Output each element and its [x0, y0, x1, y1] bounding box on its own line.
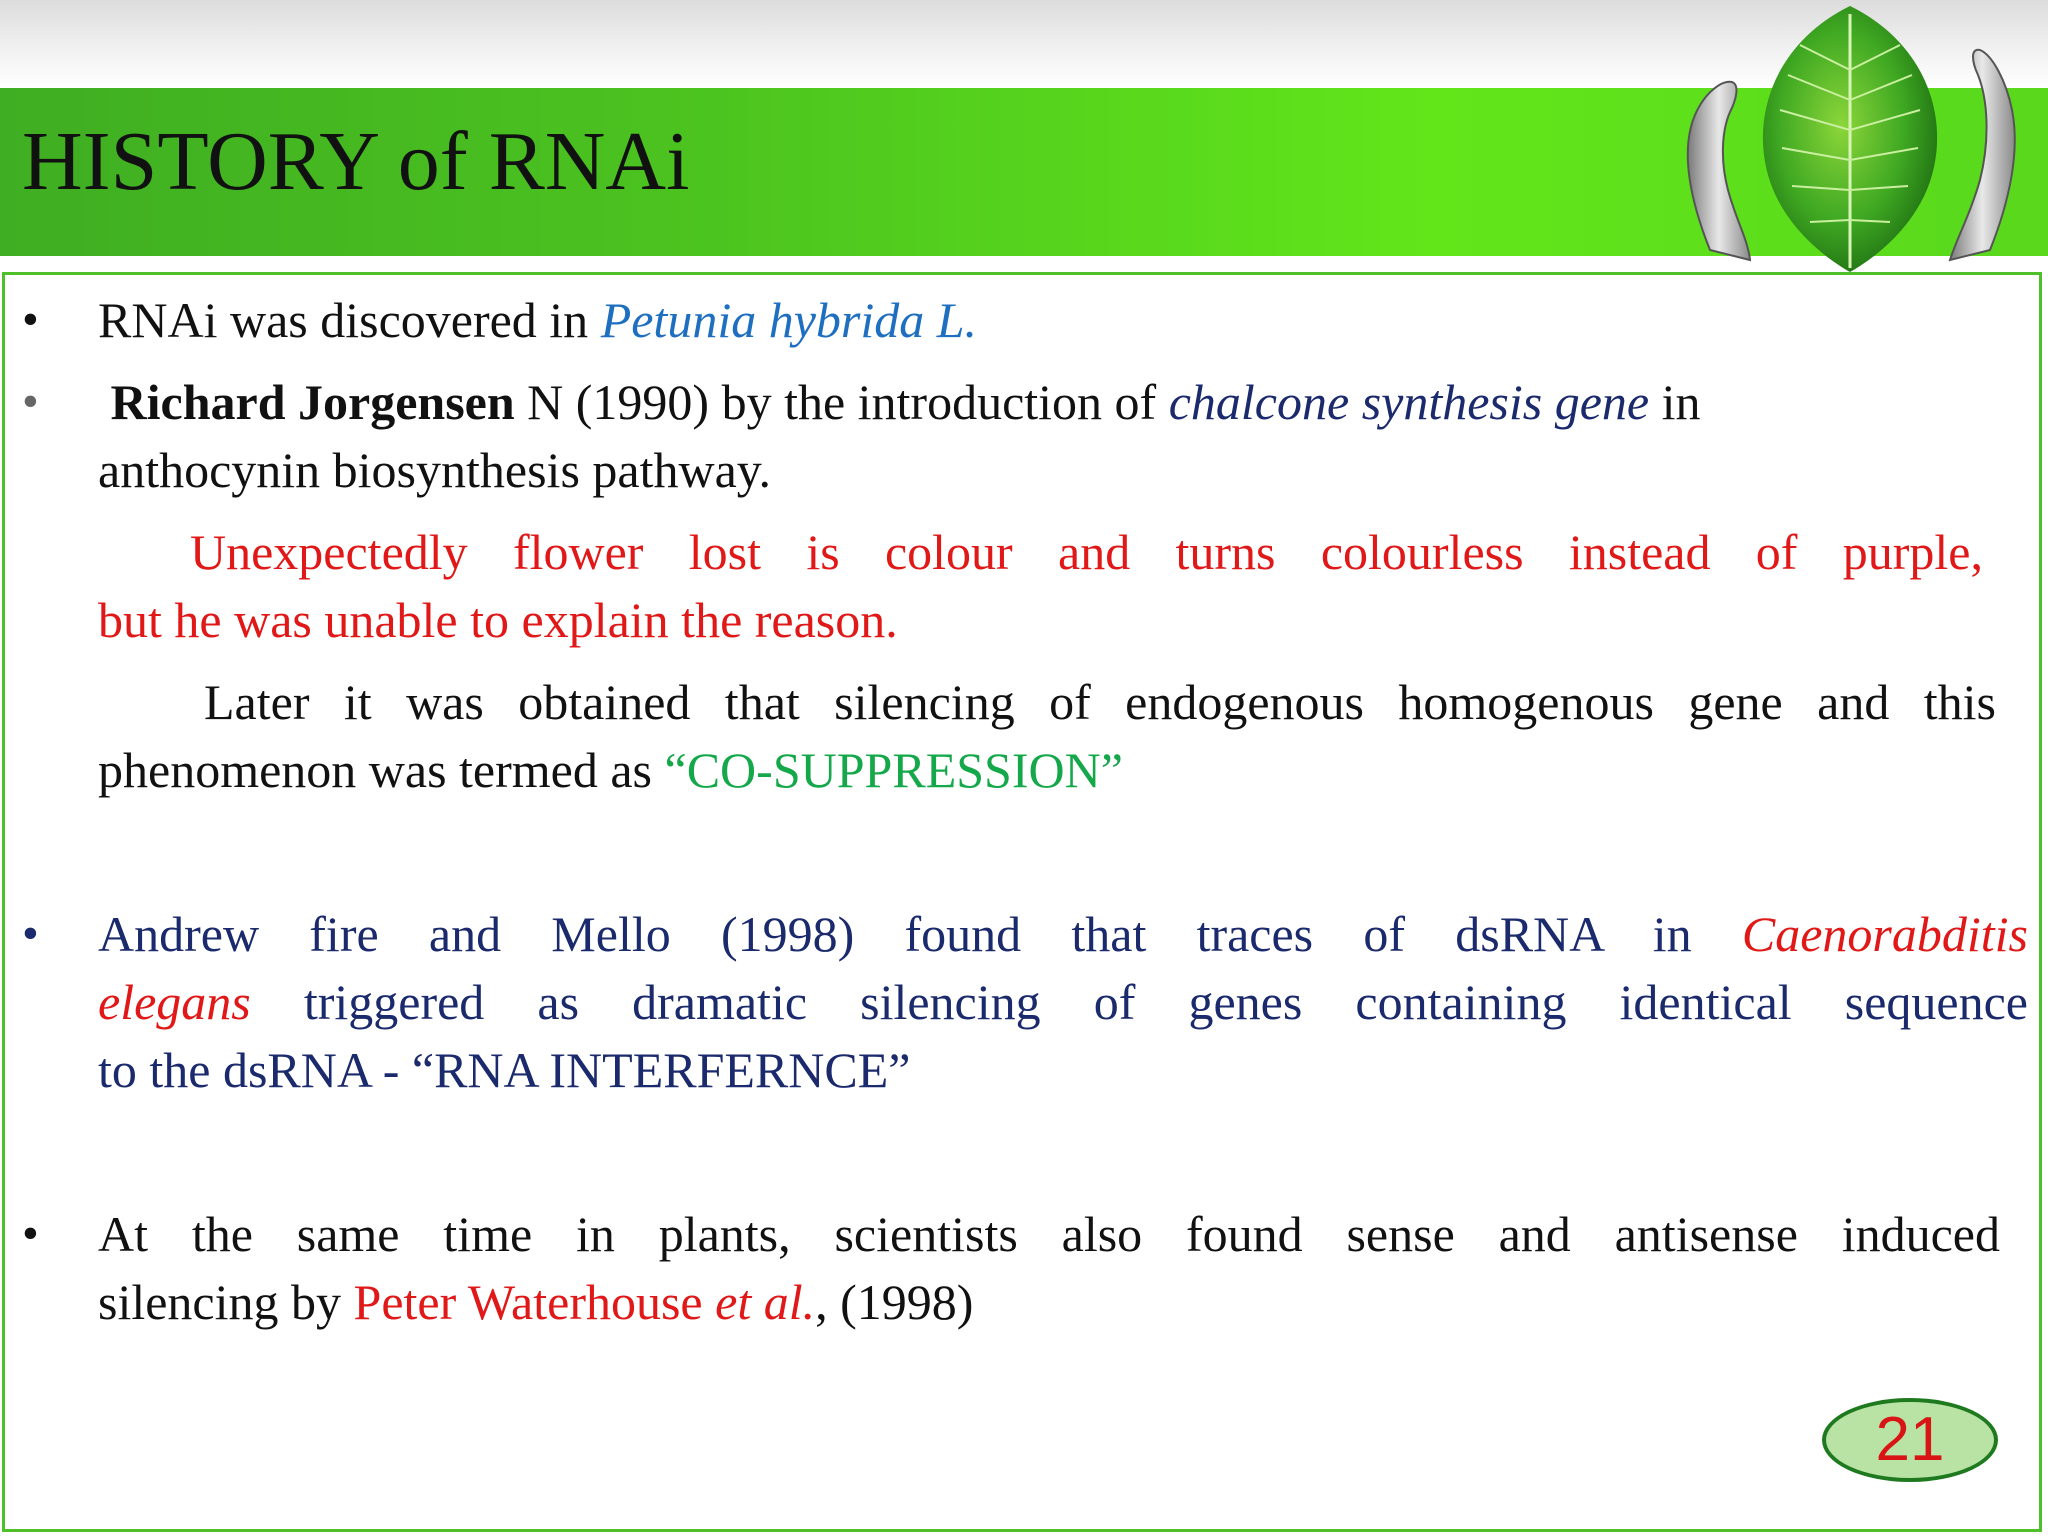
page-number-badge: 21	[1822, 1398, 1998, 1482]
paragraph-cosuppression	[98, 668, 1996, 804]
species-name: Petunia hybrida L.	[600, 292, 978, 348]
text: silencing by	[98, 1274, 354, 1330]
text: anthocynin biosynthesis pathway.	[98, 442, 772, 498]
text: , (1998)	[815, 1274, 974, 1330]
text: triggered as dramatic silencing of genes containing identical sequence	[250, 974, 2028, 1030]
bullet-jorgensen	[98, 368, 2028, 504]
text: phenomenon was termed as	[98, 742, 665, 798]
scientist-name: Peter Waterhouse	[353, 1274, 716, 1330]
text: Later it was obtained that silencing of endogenous homogenous gene and this	[204, 674, 1996, 730]
bullet-marker: •	[22, 1207, 39, 1260]
species-name: Caenorabditis	[1741, 906, 2028, 962]
species-name: elegans	[98, 974, 251, 1030]
text: in	[1649, 374, 1701, 430]
bullet-petunia	[98, 286, 2028, 354]
bullet-fire-mello	[98, 900, 2028, 1104]
bullet-marker: •	[22, 293, 39, 346]
slide-title: HISTORY of RNAi	[22, 115, 690, 208]
text: RNAi was discovered in	[98, 292, 601, 348]
bullet-marker: •	[22, 375, 39, 428]
term-cosuppression: “CO-SUPPRESSION”	[664, 742, 1123, 798]
citation-etal: et al.	[715, 1274, 816, 1330]
text: At the same time in plants, scientists also found sense and antisense induced	[98, 1206, 2000, 1262]
text: N (1990) by the introduction of	[514, 374, 1169, 430]
term-rna-interference: to the dsRNA - “RNA INTERFERNCE”	[98, 1042, 911, 1098]
paragraph-unexpectedly	[98, 518, 1983, 654]
text: but he was unable to explain the reason.	[98, 592, 898, 648]
hands-holding-leaf-icon	[1650, 0, 2048, 280]
bullet-marker: •	[22, 907, 39, 960]
bullet-waterhouse	[98, 1200, 2000, 1336]
scientist-name: Richard Jorgensen	[110, 374, 515, 430]
gene-name: chalcone synthesis gene	[1168, 374, 1650, 430]
text: Unexpectedly flower lost is colour and turns colourless instead of purple,	[190, 524, 1983, 580]
text: Andrew fire and Mello (1998) found that traces of dsRNA in	[98, 906, 1742, 962]
